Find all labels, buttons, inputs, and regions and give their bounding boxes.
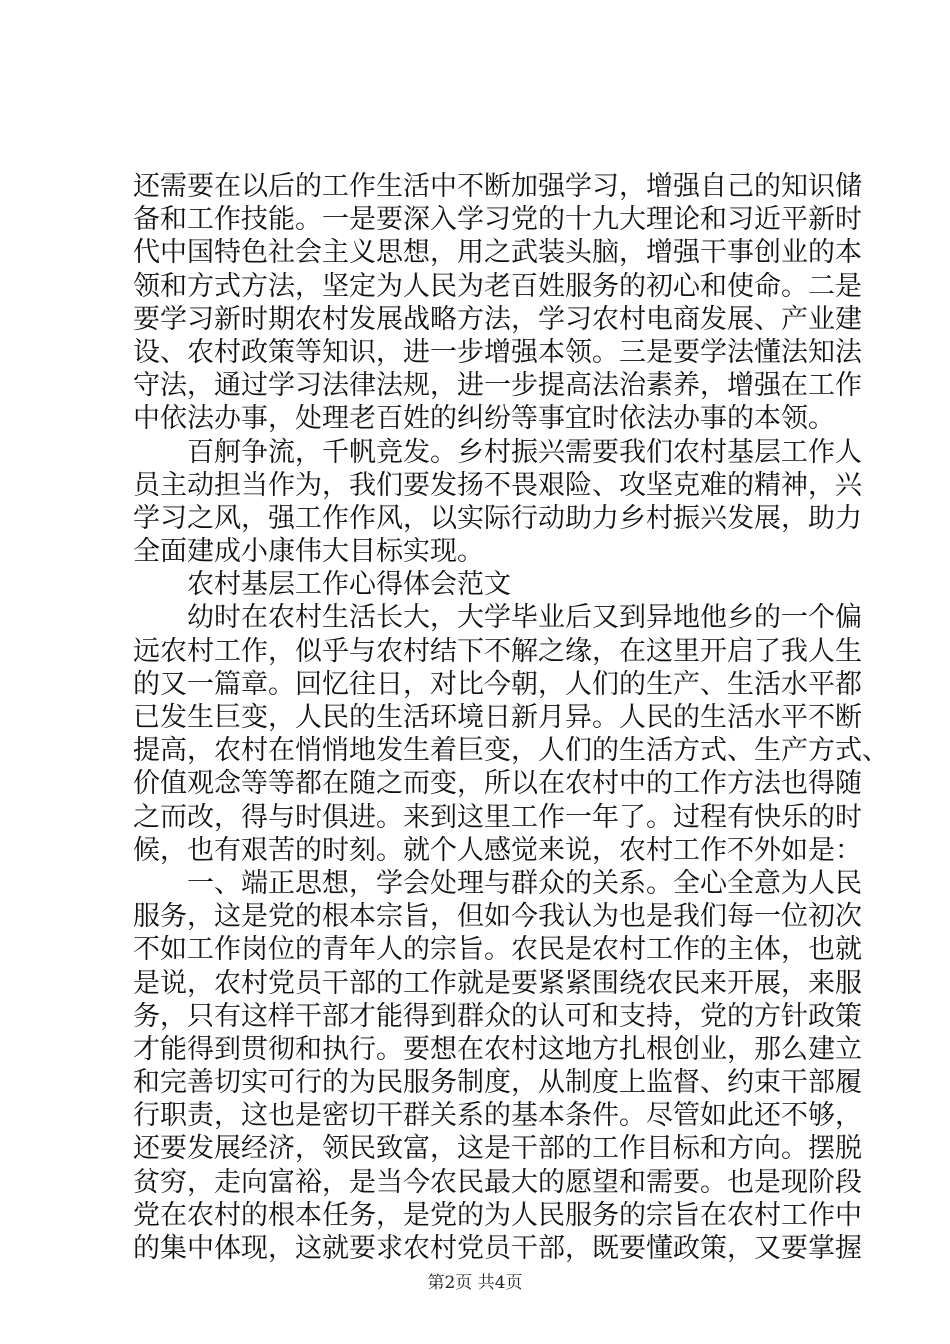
text-line: 中依法办事，处理老百姓的纠纷等事宜时依法办事的本领。: [133, 403, 835, 435]
text-line: 贫穷，走向富裕，是当今农民最大的愿望和需要。也是现阶段: [133, 1166, 862, 1198]
text-line: 候，也有艰苦的时刻。就个人感觉来说，农村工作不外如是：: [133, 834, 862, 866]
text-line: 的又一篇章。回忆往日，对比今朝，人们的生产、生活水平都: [133, 668, 862, 700]
text-line: 代中国特色社会主义思想，用之武装头脑，增强干事创业的本: [133, 237, 862, 269]
text-line: 守法，通过学习法律法规，进一步提高法治素养，增强在工作: [133, 370, 862, 402]
text-line: 价值观念等等都在随之而变，所以在农村中的工作方法也得随: [133, 768, 862, 800]
text-line: 是说，农村党员干部的工作就是要紧紧围绕农民来开展，来服: [133, 967, 862, 999]
text-line: 提高，农村在悄悄地发生着巨变，人们的生活方式、生产方式、: [133, 735, 889, 767]
text-line: 还要发展经济，领民致富，这是干部的工作目标和方向。摆脱: [133, 1133, 862, 1165]
text-line: 农村基层工作心得体会范文: [187, 569, 511, 601]
text-line: 幼时在农村生活长大，大学毕业后又到异地他乡的一个偏: [187, 602, 862, 634]
text-line: 要学习新时期农村发展战略方法，学习农村电商发展、产业建: [133, 303, 862, 335]
text-line: 备和工作技能。一是要深入学习党的十九大理论和习近平新时: [133, 204, 862, 236]
text-line: 务，只有这样干部才能得到群众的认可和支持，党的方针政策: [133, 1000, 862, 1032]
text-line: 的集中体现，这就要求农村党员干部，既要懂政策，又要掌握: [133, 1233, 862, 1264]
text-line: 一、端正思想，学会处理与群众的关系。全心全意为人民: [187, 867, 862, 899]
text-line: 和完善切实可行的为民服务制度，从制度上监督、约束干部履: [133, 1067, 862, 1099]
text-line: 服务，这是党的根本宗旨，但如今我认为也是我们每一位初次: [133, 901, 862, 933]
document-body: [133, 170, 889, 1265]
text-line: 党在农村的根本任务，是党的为人民服务的宗旨在农村工作中: [133, 1199, 862, 1231]
text-line: 员主动担当作为，我们要发扬不畏艰险、攻坚克难的精神，兴: [133, 469, 862, 501]
page-number-footer: 第2页 共4页: [427, 1273, 523, 1293]
text-line: 之而改，得与时俱进。来到这里工作一年了。过程有快乐的时: [133, 801, 862, 833]
text-line: 已发生巨变，人民的生活环境日新月异。人民的生活水平不断: [133, 702, 862, 733]
text-line: 才能得到贯彻和执行。要想在农村这地方扎根创业，那么建立: [133, 1033, 862, 1065]
text-line: 行职责，这也是密切干群关系的基本条件。尽管如此还不够，: [133, 1100, 862, 1132]
text-line: 设、农村政策等知识，进一步增强本领。三是要学法懂法知法: [133, 336, 862, 368]
text-line: 还需要在以后的工作生活中不断加强学习，增强自己的知识储: [133, 171, 862, 202]
text-line: 领和方式方法，坚定为人民为老百姓服务的初心和使命。二是: [133, 270, 862, 302]
text-line: 百舸争流，千帆竞发。乡村振兴需要我们农村基层工作人: [187, 436, 862, 468]
text-line: 不如工作岗位的青年人的宗旨。农民是农村工作的主体，也就: [133, 934, 862, 966]
text-line: 学习之风，强工作作风，以实际行动助力乡村振兴发展，助力: [133, 502, 862, 534]
text-line: 远农村工作，似乎与农村结下不解之缘，在这里开启了我人生: [133, 635, 862, 667]
text-line: 全面建成小康伟大目标实现。: [133, 536, 484, 568]
